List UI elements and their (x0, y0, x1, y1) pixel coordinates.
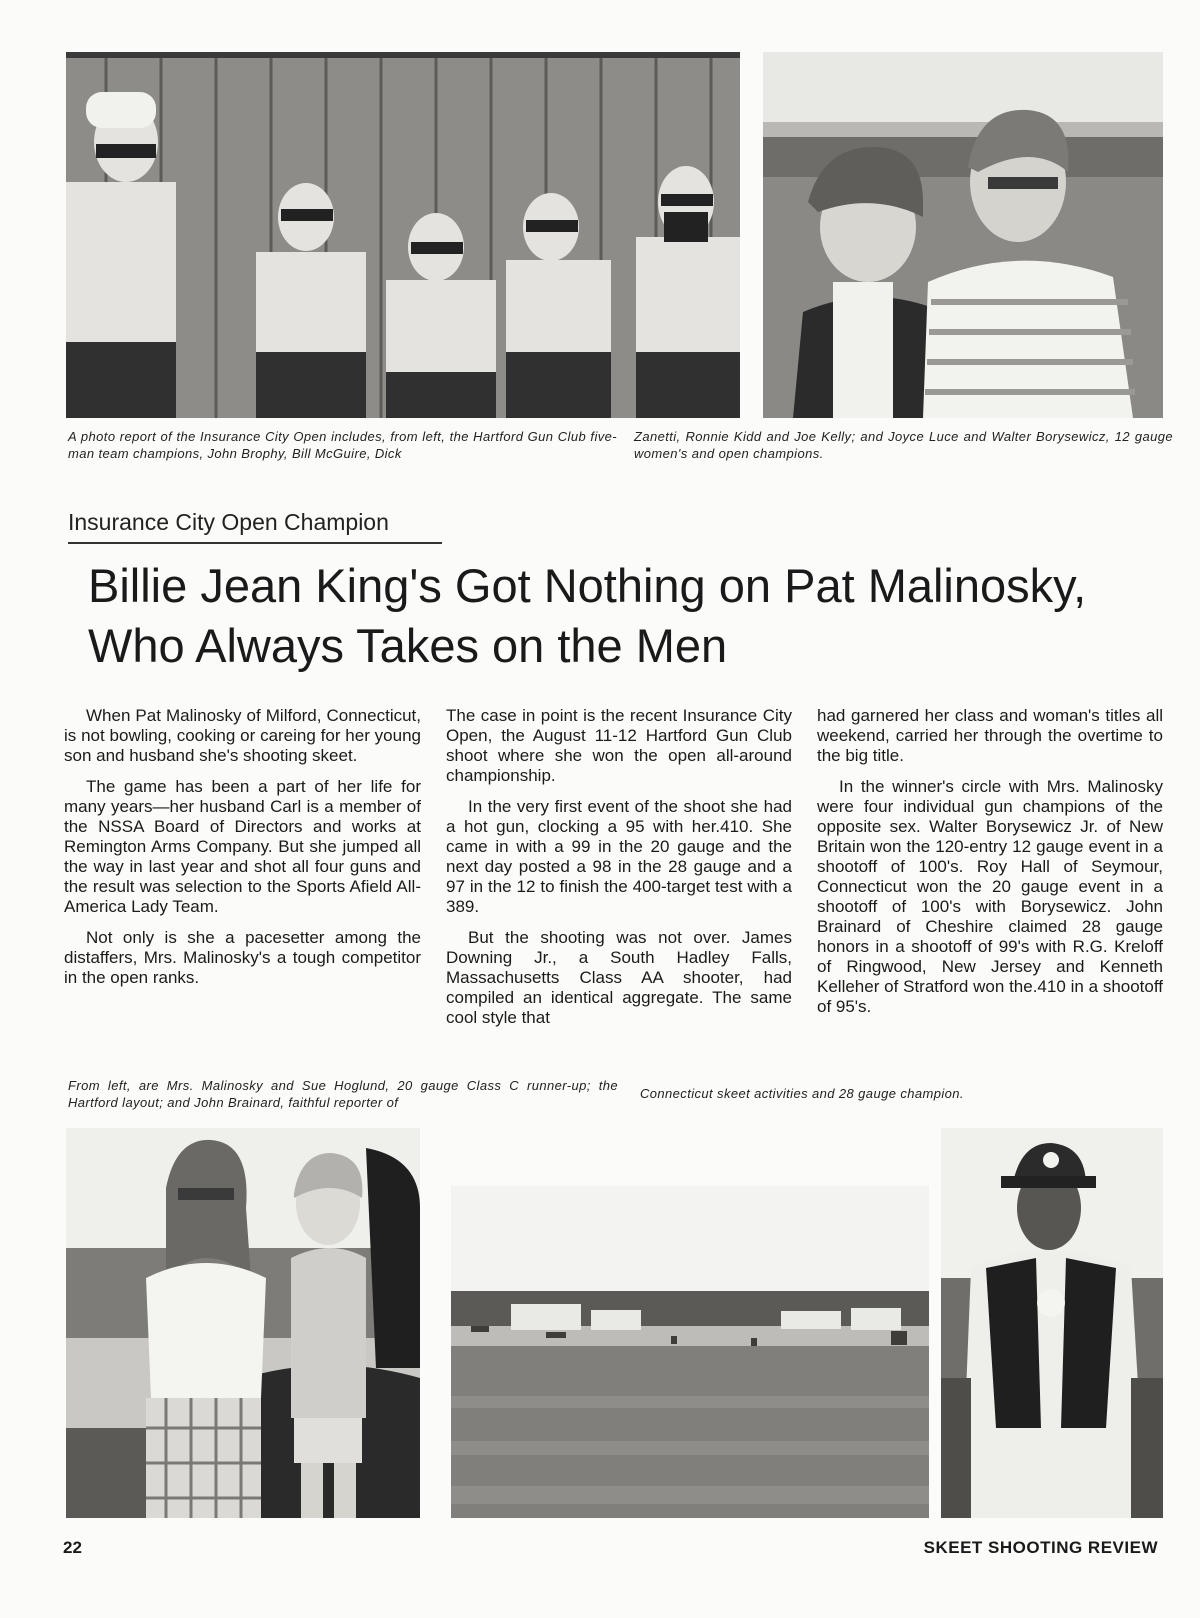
paragraph: In the very first event of the shoot she had a hot gun, clocking a 95 with her.410. She came in with a 99 in the 20 gauge and the next day posted a 98 in the 28 gauge and a 97 in the 12 to finish the 400-target test with a 389. (446, 797, 792, 916)
john-brainard-photo (941, 1128, 1163, 1518)
team-champions-photo (66, 52, 740, 418)
paragraph: Not only is she a pacesetter among the distaffers, Mrs. Malinosky's a tough competitor in the open ranks. (64, 928, 421, 987)
paragraph: The game has been a part of her life for many years—her husband Carl is a member of the NSSA Board of Directors and works at Remington Arms Company. But she jumped all the way in last year and shot all four guns and the result was selection to the Sports Afield All-America Lady Team. (64, 777, 421, 916)
paragraph: When Pat Malinosky of Milford, Connecticut, is not bowling, cooking or careing for her young son and husband she's shooting skeet. (64, 706, 421, 765)
hartford-layout-photo (451, 1186, 929, 1518)
publication-name: SKEET SHOOTING REVIEW (923, 1538, 1158, 1557)
middle-right-caption: Connecticut skeet activities and 28 gauge champion. (640, 1086, 964, 1101)
women-and-open-champions-photo (763, 52, 1163, 418)
middle-left-caption: From left, are Mrs. Malinosky and Sue Hoglund, 20 gauge Class C runner-up; the Hartford layout; and John Brainard, faithful reporter of (68, 1078, 618, 1110)
paragraph: The case in point is the recent Insurance City Open, the August 11-12 Hartford Gun Club shoot where she won the open all-around championship. (446, 706, 792, 785)
page-number: 22 (63, 1538, 82, 1557)
page-title: Billie Jean King's Got Nothing on Pat Malinosky, Who Always Takes on the Men (88, 559, 1087, 672)
top-left-caption: A photo report of the Insurance City Open includes, from left, the Hartford Gun Club five-man team champions, John Brophy, Bill McGuire, Dick (68, 429, 617, 461)
article-column-3 (817, 706, 1163, 1028)
top-right-caption: Zanetti, Ronnie Kidd and Joe Kelly; and Joyce Luce and Walter Borysewicz, 12 gauge women's and open champions. (634, 429, 1173, 461)
article-column-1 (64, 706, 421, 999)
article-column-2 (446, 706, 792, 1039)
malinosky-and-hoglund-photo (66, 1128, 420, 1518)
paragraph: But the shooting was not over. James Downing Jr., a South Hadley Falls, Massachusetts Class AA shooter, had compiled an identical aggregate. The same cool style that (446, 928, 792, 1027)
paragraph: In the winner's circle with Mrs. Malinosky were four individual gun champions of the opposite sex. Walter Borysewicz Jr. of New Britain won the 120-entry 12 gauge event in a shootoff of 100's. Roy Hall of Seymour, Connecticut won the 20 gauge event in a shootoff of 100's with Borysewicz. John Brainard of Cheshire claimed 28 gauge honors in a shootoff of 99's with R.G. Kreloff of Ringwood, New Jersey and Kenneth Kelleher of Stratford won the.410 in a shootoff of 95's. (817, 777, 1163, 1016)
section-kicker: Insurance City Open Champion (68, 507, 442, 544)
paragraph: had garnered her class and woman's titles all weekend, carried her through the overtime to the big title. (817, 706, 1163, 765)
